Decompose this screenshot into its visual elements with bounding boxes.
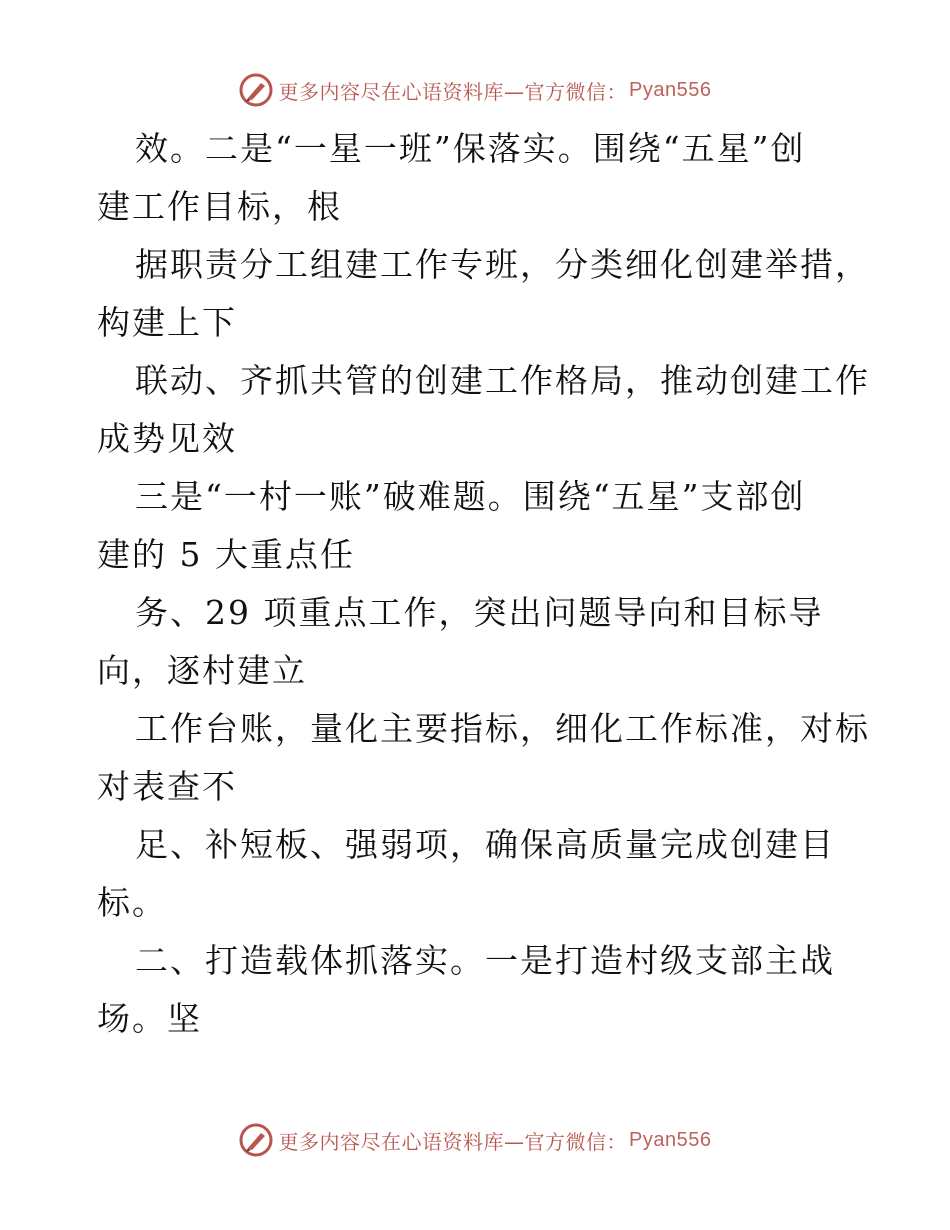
watermark-wechat-id: Pyan556: [629, 78, 712, 101]
text-line: 标。: [97, 883, 167, 922]
text-line: 联动、齐抓共管的创建工作格局，推动创建工作: [135, 361, 870, 400]
text-line: 构建上下: [97, 303, 237, 342]
text-line: 效。二是“一星一班”保落实。围绕“五星”创: [135, 129, 806, 168]
watermark-text: 更多内容尽在心语资料库—官方微信：: [278, 79, 628, 104]
text-line: 对表查不: [97, 767, 237, 806]
watermark-text: 更多内容尽在心语资料库—官方微信：: [278, 1129, 628, 1154]
watermark-wechat-id: Pyan556: [629, 1128, 712, 1151]
footer-watermark: [0, 1120, 950, 1160]
text-line: 场。坚: [97, 999, 202, 1038]
text-line: 足、补短板、强弱项，确保高质量完成创建目: [135, 825, 835, 864]
header-watermark: [0, 70, 950, 110]
text-line: 二、打造载体抓落实。一是打造村级支部主战: [135, 941, 835, 980]
text-line: 据职责分工组建工作专班，分类细化创建举措，: [135, 245, 870, 284]
text-line: 向，逐村建立: [97, 651, 307, 690]
text-line: 建的 5 大重点任: [97, 535, 355, 574]
text-line: 成势见效: [97, 419, 237, 458]
text-line: 建工作目标，根: [97, 187, 342, 226]
text-line: 工作台账，量化主要指标，细化工作标准，对标: [135, 709, 870, 748]
document-body: [97, 120, 870, 1048]
text-line: 务、29 项重点工作，突出问题导向和目标导: [135, 593, 824, 632]
pen-logo-icon: [239, 73, 273, 107]
pen-logo-icon: [239, 1123, 273, 1157]
text-line: 三是“一村一账”破难题。围绕“五星”支部创: [135, 477, 806, 516]
